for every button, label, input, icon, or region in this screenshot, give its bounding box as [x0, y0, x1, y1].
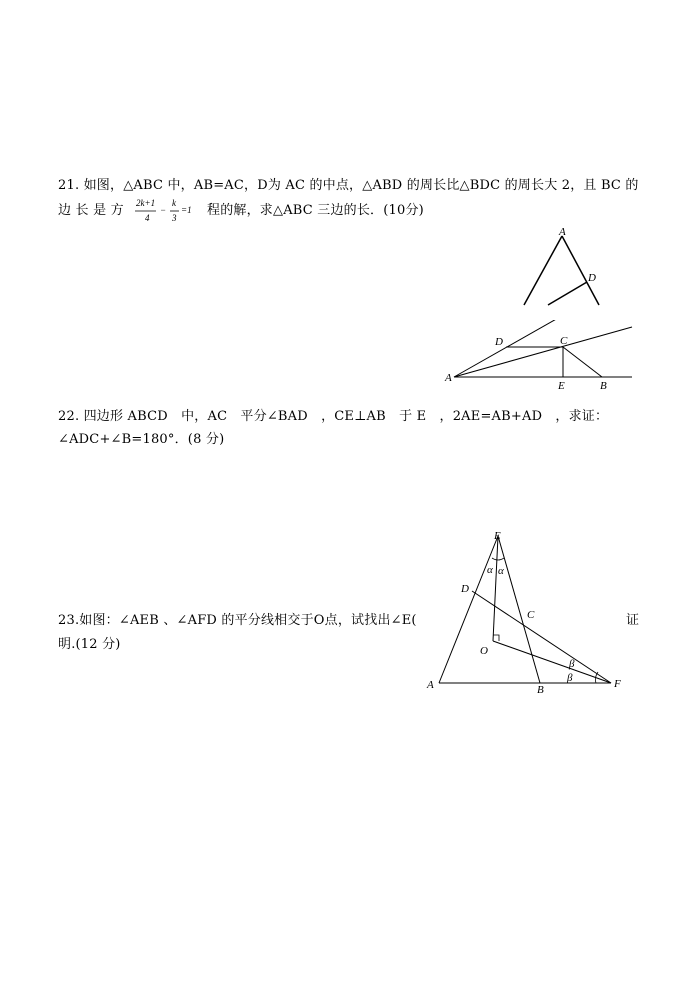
fig22-line-ac — [454, 327, 632, 377]
problem-22-line2: ∠ADC+∠B=180°．(8 分) — [58, 432, 225, 447]
figure-23-triangles — [420, 522, 630, 700]
fig21-label-d: D — [588, 272, 596, 284]
fig23-label-o: O — [480, 645, 488, 657]
fig21-side-ac — [562, 236, 599, 305]
fig23-label-b: B — [537, 684, 544, 696]
fig23-right-angle-mark — [493, 635, 499, 641]
fig23-label-c: C — [527, 609, 535, 621]
fig23-label-d: D — [461, 583, 469, 595]
fig22-label-a: A — [445, 372, 452, 384]
eq-numerator-2: k — [172, 198, 176, 208]
eq-denominator-1: 4 — [145, 213, 150, 223]
fig21-side-ab — [524, 236, 562, 305]
eq-denominator-2: 3 — [172, 213, 177, 223]
figure-22-quadrilateral — [440, 320, 640, 392]
problem-22-line1: 22. 四边形 ABCD 中，AC 平分∠BAD ，CE⊥AB 于 E ，2AE=AB+AD ，求证： — [58, 409, 609, 424]
fig22-label-d: D — [495, 336, 503, 348]
fig22-segment-cb — [563, 347, 602, 377]
fig23-label-alpha-left: α — [487, 564, 493, 576]
fig23-label-alpha-right: α — [498, 565, 504, 577]
problem-23-line2: 明.(12 分) — [58, 637, 121, 652]
problem-23-line1: 23.如图：∠AEB 、∠AFD 的平分线相交于O点，试找出∠E( — [58, 613, 417, 628]
fig21-segment-bd — [548, 282, 587, 305]
fig23-occluder — [420, 608, 535, 633]
fig22-label-e: E — [558, 380, 565, 392]
eq-rhs: =1 — [181, 205, 192, 215]
fig22-label-b: B — [600, 380, 607, 392]
problem-21-line1: 21. 如图，△ABC 中，AB=AC，D为 AC 的中点，△ABD 的周长比△BDC 的周长大 2，且 BC 的 — [58, 178, 639, 193]
fig22-label-c: C — [560, 335, 568, 347]
fig23-angle-arc-e — [492, 558, 504, 560]
eq-numerator-1: 2k+1 — [136, 198, 156, 208]
eq-minus: − — [160, 205, 167, 215]
fig23-label-e: E — [494, 530, 501, 542]
problem-23-line1-right: 证 — [626, 613, 640, 628]
figure-21-triangle — [515, 225, 610, 310]
problem-21-line2-post: 程的解，求△ABC 三边的长．(10分) — [207, 203, 424, 218]
fig23-bisector-fo — [493, 641, 611, 683]
problem-21-line2-pre: 边 长 是 方 — [58, 203, 124, 218]
fig21-label-a: A — [559, 226, 566, 238]
fig23-label-beta-bottom: β — [567, 672, 573, 684]
fig23-label-f: F — [614, 678, 621, 690]
fig23-label-beta-top: β — [569, 658, 575, 670]
fig23-label-a: A — [427, 679, 434, 691]
